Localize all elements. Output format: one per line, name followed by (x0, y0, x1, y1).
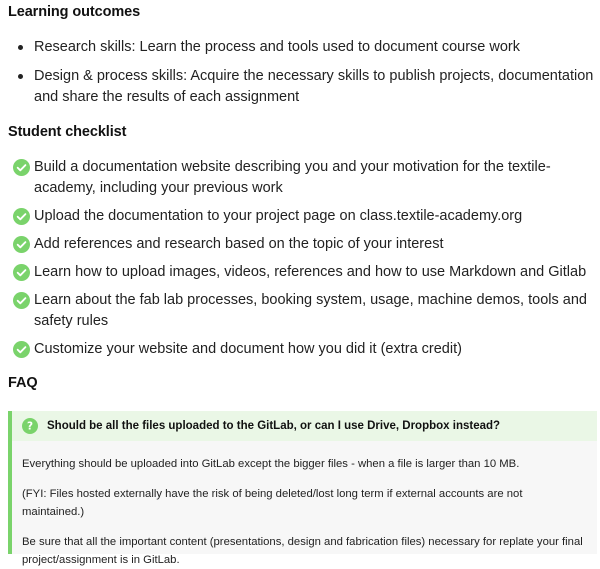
check-circle-icon (13, 236, 30, 253)
bullet-icon (18, 74, 23, 79)
check-circle-icon (13, 292, 30, 309)
check-circle-icon (13, 341, 30, 358)
checklist-item (8, 262, 598, 283)
checklist-item-text: Add references and research based on the topic of your interest (34, 236, 444, 252)
checklist-item (8, 157, 598, 199)
question-circle-icon (22, 418, 38, 434)
student-checklist-heading: Student checklist (8, 124, 127, 140)
learning-outcomes-heading: Learning outcomes (8, 4, 141, 20)
faq-answer-paragraph: Be sure that all the important content (presentations, design and fabrication files) necessary for replate your final project/assignment is in GitLab. (22, 536, 583, 566)
check-circle-icon (13, 159, 30, 176)
faq-heading: FAQ (8, 375, 38, 391)
check-circle-icon (13, 264, 30, 281)
checklist-item-text: Build a documentation website describing you and your motivation for the textile-academy, including your previous work (34, 159, 551, 196)
bullet-icon (18, 45, 23, 50)
faq-answer (12, 441, 597, 569)
faq-answer-paragraph: (FYI: Files hosted externally have the risk of being deleted/lost long term if external accounts are not maintained.) (22, 488, 523, 518)
checklist-item (8, 234, 598, 255)
student-checklist (8, 157, 598, 367)
list-item-text: Design & process skills: Acquire the necessary skills to publish projects, documentation and share the results of each assignment (34, 68, 594, 105)
list-item-text: Research skills: Learn the process and tools used to document course work (34, 39, 520, 55)
checklist-item (8, 290, 598, 332)
checklist-item-text: Upload the documentation to your project page on class.textile-academy.org (34, 208, 523, 224)
checklist-item (8, 339, 598, 360)
checklist-item (8, 206, 598, 227)
svg-text:?: ? (26, 420, 34, 433)
faq-question-bar[interactable] (12, 411, 597, 441)
list-item (8, 66, 598, 108)
list-item (8, 37, 598, 58)
faq-answer-paragraph: Everything should be uploaded into GitLab except the bigger files - when a file is larger than 10 MB. (22, 458, 520, 470)
checklist-item-text: Learn how to upload images, videos, references and how to use Markdown and Gitlab (34, 264, 587, 280)
faq-admonition (8, 411, 597, 566)
learning-outcomes-list (8, 37, 598, 116)
checklist-item-text: Customize your website and document how you did it (extra credit) (34, 341, 462, 357)
faq-question: Should be all the files uploaded to the GitLab, or can I use Drive, Dropbox instead? (47, 420, 501, 432)
check-circle-icon (13, 208, 30, 225)
checklist-item-text: Learn about the fab lab processes, booking system, usage, machine demos, tools and safety rules (34, 292, 587, 329)
